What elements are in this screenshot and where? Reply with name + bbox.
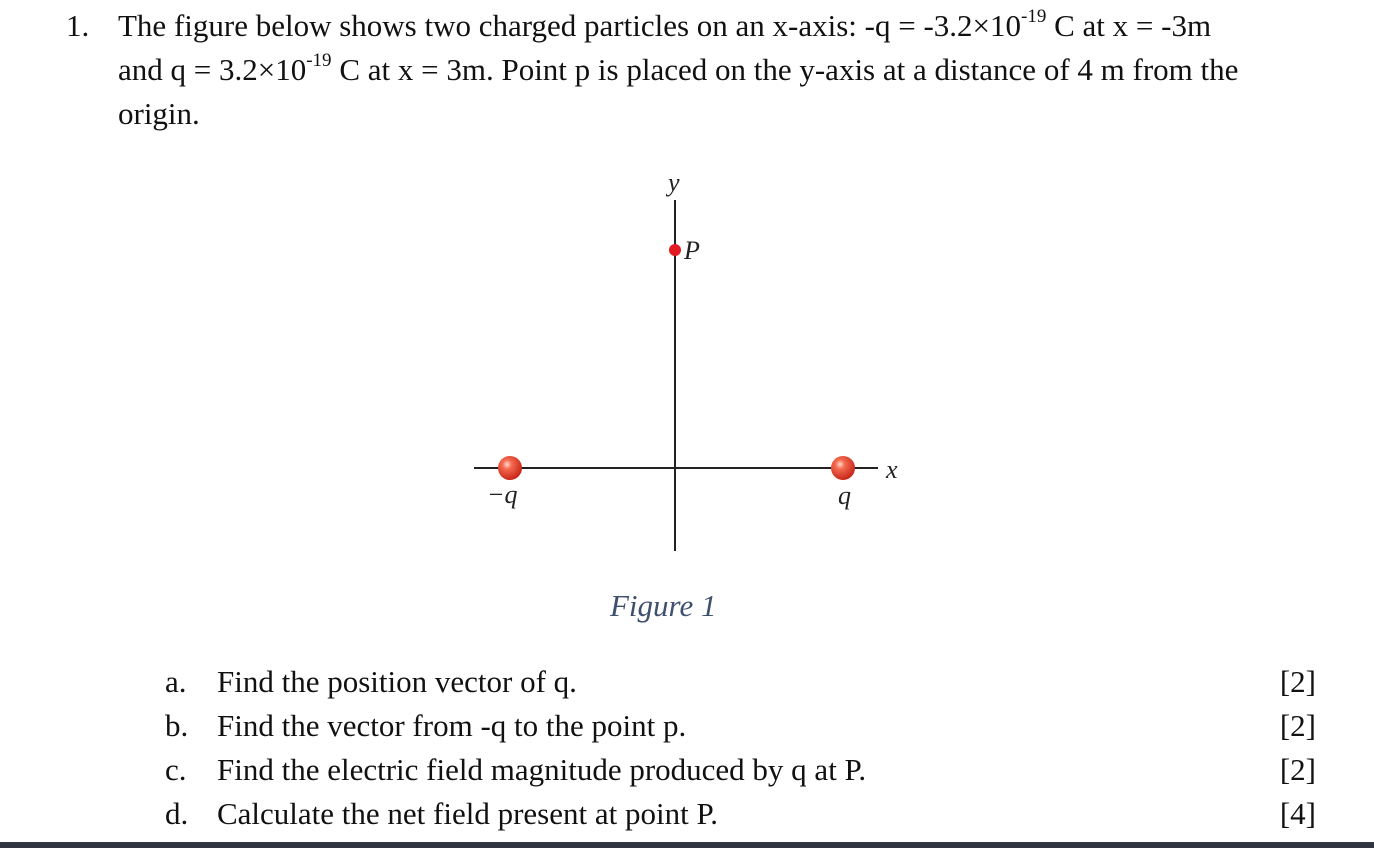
sub-question-text: Find the position vector of q. [217,664,577,699]
exponent: -19 [306,49,332,71]
y-axis-label: y [668,168,680,197]
sub-question-marks: [4] [1279,796,1316,831]
sub-question-letter: c. [165,752,187,787]
exponent: -19 [1021,5,1047,27]
bottom-divider [0,842,1374,848]
sub-question-text: Calculate the net field present at point P. [217,796,719,831]
sub-question-d [165,792,1325,836]
question-line-1-tail: C at x = -3m [1046,8,1212,43]
point-p [669,244,681,256]
question-line-3: origin. [118,96,200,131]
sub-question-text: Find the electric field magnitude produced by q at P. [217,752,867,787]
figure-caption: Figure 1 [610,588,717,623]
x-axis-label: x [886,455,898,484]
sub-question-text: Find the vector from -q to the point p. [217,708,687,743]
sub-question-b [165,704,1325,748]
sub-question-c [165,748,1325,792]
sub-question-letter: a. [165,664,187,699]
point-p-label: P [684,236,700,265]
sub-question-a [165,660,1325,704]
question-line-2-text: and q = 3.2×10 [118,52,307,87]
sub-questions [165,660,1325,836]
negative-charge [498,456,522,480]
positive-charge-label: q [838,481,851,510]
positive-charge [831,456,855,480]
question-number: 1. [66,8,90,43]
sub-question-marks: [2] [1279,664,1316,699]
sub-question-letter: b. [165,708,189,743]
question-line-2-tail: C at x = 3m. Point p is placed on the y-axis at a distance of 4 m from the [331,52,1239,87]
sub-question-marks: [2] [1279,708,1316,743]
negative-charge-label: −q [487,480,518,509]
question-line-1-text: The figure below shows two charged particles on an x-axis: -q = -3.2×10 [118,8,1022,43]
sub-question-letter: d. [165,796,189,831]
sub-question-marks: [2] [1279,752,1316,787]
